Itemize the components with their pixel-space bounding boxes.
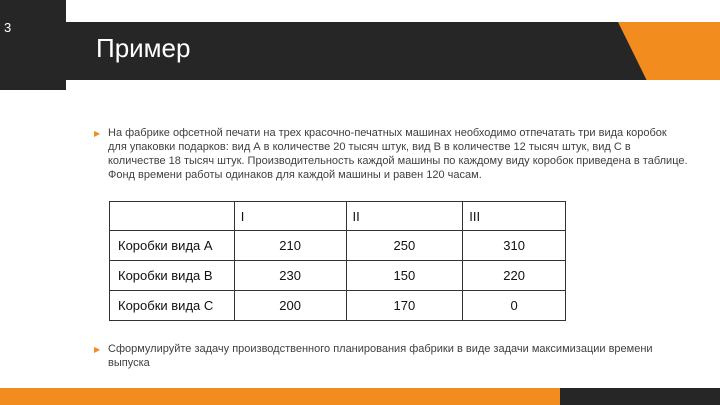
table-row xyxy=(110,261,566,291)
footer-dark-bar xyxy=(560,388,720,405)
table-cell: 250 xyxy=(346,231,463,261)
table-cell: 200 xyxy=(234,291,346,321)
bullet-task xyxy=(94,342,668,370)
bullet-problem-statement xyxy=(94,126,688,182)
bullet-text: Сформулируйте задачу производственного планирования фабрики в виде задачи максимизации времени выпуска xyxy=(108,343,653,369)
table-header-cell: III xyxy=(463,202,566,231)
table-header-row xyxy=(110,202,566,231)
slide-title: Пример xyxy=(96,33,191,63)
bullet-arrow-icon: ▶ xyxy=(94,345,101,354)
table-row xyxy=(110,291,566,321)
productivity-table xyxy=(109,201,566,321)
table-header-cell xyxy=(110,202,235,231)
footer-accent-bar xyxy=(0,388,560,405)
row-label: Коробки вида В xyxy=(110,261,235,291)
bullet-text: На фабрике офсетной печати на трех красочно-печатных машинах необходимо отпечатать три вида коробок для упаковки подарков: вид А в количестве 20 тысяч штук, вид В в количестве 12 тысяч штук, вид С в количестве 18 тысяч штук. Производительность каждой машины по каждому виду коробок приведена в таблице. Фонд времени работы одинаков для каждой машины и равен 120 часам. xyxy=(108,127,688,181)
table-header-cell: II xyxy=(346,202,463,231)
table-cell: 170 xyxy=(346,291,463,321)
table-header-cell: I xyxy=(234,202,346,231)
bullet-arrow-icon: ▶ xyxy=(94,129,101,138)
table-cell: 150 xyxy=(346,261,463,291)
table-cell: 0 xyxy=(463,291,566,321)
table-row xyxy=(110,231,566,261)
table-cell: 220 xyxy=(463,261,566,291)
table-cell: 310 xyxy=(463,231,566,261)
table-cell: 230 xyxy=(234,261,346,291)
row-label: Коробки вида А xyxy=(110,231,235,261)
row-label: Коробки вида С xyxy=(110,291,235,321)
table-cell: 210 xyxy=(234,231,346,261)
slide-number: 3 xyxy=(4,20,12,35)
